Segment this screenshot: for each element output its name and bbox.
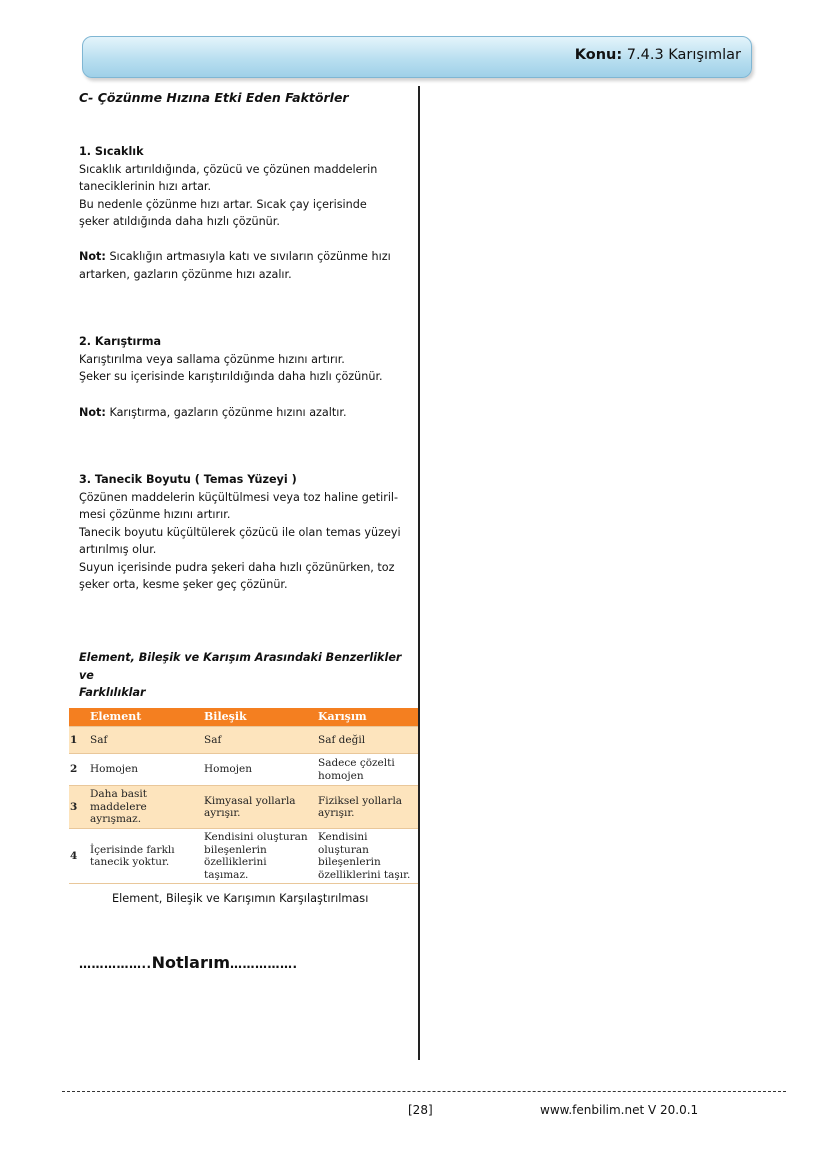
site-label: www.fenbilim.net V 20.0.1	[540, 1103, 699, 1117]
notes-dots-right: …………….	[229, 957, 298, 971]
notes-dots-left: ……………..	[79, 957, 152, 971]
table-cell: İçerisinde farklı tanecik yoktur.	[90, 843, 175, 868]
text-line: şeker orta, kesme şeker geç çözünür.	[79, 578, 288, 591]
table-cell: Homojen	[204, 763, 252, 776]
factor-2	[79, 333, 413, 386]
column-divider	[418, 86, 420, 1060]
table-header: Bileşik	[201, 708, 315, 727]
note-text: Sıcaklığın artmasıyla katı ve sıvıların çözünme hızı	[109, 250, 391, 263]
comparison-title	[79, 649, 413, 702]
table-cell: 1	[69, 727, 87, 754]
text-line: Karıştırılma veya sallama çözünme hızını artırır.	[79, 352, 345, 366]
footer-divider	[62, 1091, 786, 1092]
text-line: artırılmış olur.	[79, 543, 157, 556]
text-line: Suyun içerisinde pudra şekeri daha hızlı çözünürken, toz	[79, 560, 395, 574]
notes-heading	[79, 953, 298, 972]
table-cell: Kendisini oluşturan bileşenlerin özelliklerini taşır.	[318, 831, 411, 881]
text-line: Tanecik boyutu küçültülerek çözücü ile olan temas yüzeyi	[79, 525, 401, 539]
text-line: Bu nedenle çözünme hızı artar. Sıcak çay içerisinde	[79, 197, 367, 211]
factor-3	[79, 471, 413, 594]
table-cell: 3	[69, 786, 87, 829]
comparison-title-line: Element, Bileşik ve Karışım Arasındaki Benzerlikler ve	[79, 651, 402, 682]
table-cell: Fiziksel yollarla ayrışır.	[315, 786, 418, 829]
table-cell: Homojen	[90, 763, 138, 776]
topic-value: 7.4.3 Karışımlar	[626, 47, 741, 63]
factor-2-note	[79, 404, 413, 422]
comparison-title-line: Farklılıklar	[79, 686, 146, 699]
table-cell: Kimyasal yollarla ayrışır.	[201, 786, 315, 829]
note-line	[79, 404, 413, 422]
topic-text	[575, 47, 741, 63]
factor-1-note	[79, 248, 413, 283]
text-line: mesi çözünme hızını artırır.	[79, 508, 231, 521]
factor-heading: 1. Sıcaklık	[79, 145, 144, 158]
note-line	[79, 248, 413, 266]
table-caption: Element, Bileşik ve Karışımın Karşılaştırılması	[112, 892, 369, 905]
text-line: Sıcaklık artırıldığında, çözücü ve çözünen maddelerin	[79, 162, 378, 176]
note-label: Not:	[79, 406, 106, 419]
topic-label: Konu:	[574, 47, 623, 63]
table-row	[69, 829, 418, 884]
factor-heading: 2. Karıştırma	[79, 335, 162, 348]
note-label: Not:	[79, 250, 106, 263]
table-cell: Kendisini oluşturan bileşenlerin özelliklerini taşımaz.	[204, 831, 308, 881]
table-header-row	[69, 708, 418, 727]
text-line: Şeker su içerisinde karıştırıldığında daha hızlı çözünür.	[79, 370, 383, 383]
note-line: artarken, gazların çözünme hızı azalır.	[79, 267, 292, 281]
text-line: Çözünen maddelerin küçültülmesi veya toz haline getiril-	[79, 490, 399, 504]
table-header: Element	[87, 708, 201, 727]
table-row	[69, 786, 418, 829]
table-cell: Sadece çözelti homojen	[318, 757, 395, 782]
table-cell: Daha basit maddelere ayrışmaz.	[87, 786, 201, 829]
factor-heading: 3. Tanecik Boyutu ( Temas Yüzeyi )	[79, 473, 297, 486]
table-cell: 2	[70, 763, 78, 776]
text-line: şeker atıldığında daha hızlı çözünür.	[79, 215, 280, 228]
section-title: C- Çözünme Hızına Etki Eden Faktörler	[79, 90, 349, 105]
text-line: taneciklerinin hızı artar.	[79, 180, 212, 193]
notes-label: Notlarım	[151, 953, 230, 972]
comparison-table	[69, 708, 418, 884]
page-number: [28]	[408, 1103, 433, 1117]
factor-1	[79, 143, 413, 231]
table-cell: Saf değil	[315, 727, 418, 754]
table-cell: Saf	[87, 727, 201, 754]
table-cell: 4	[70, 849, 78, 862]
table-row	[69, 754, 418, 786]
table-header	[69, 708, 87, 727]
table-header: Karışım	[315, 708, 418, 727]
table-row	[69, 727, 418, 754]
table-cell: Saf	[201, 727, 315, 754]
topic-banner	[82, 36, 752, 78]
note-text: Karıştırma, gazların çözünme hızını azaltır.	[109, 406, 347, 419]
